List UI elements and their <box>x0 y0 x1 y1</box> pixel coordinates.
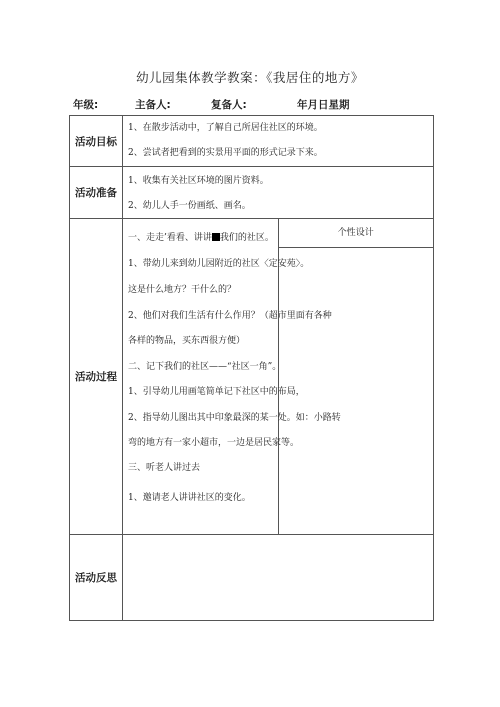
page-title: 幼儿园集体教学教案：《我居住的地方》 <box>136 70 364 85</box>
process-content <box>123 219 341 535</box>
process-line-4: 2、他们对我们生活有什么作用？（超市里面有各种 <box>128 311 332 321</box>
process-label: 活动过程 <box>70 219 123 535</box>
goals-line-1: 1、在散步活动中，了解自己所居住社区的环境。 <box>128 123 323 133</box>
process-line-1 <box>123 232 278 245</box>
co-preparer-label: 复备人: <box>211 99 247 111</box>
goals-label: 活动目标 <box>70 116 123 167</box>
process-line-1b: 我们的社区。 <box>219 233 274 243</box>
process-line-10: 三、听老人讲过去 <box>128 463 201 473</box>
process-line-1a: 一、走走’看看、讲讲 <box>128 233 212 243</box>
process-row <box>70 219 434 535</box>
grade-label: 年级: <box>73 99 99 111</box>
redacted-mark <box>212 233 220 241</box>
process-line-8: 2、指导幼儿图出其中印象最深的某一处。如：小路转 <box>128 413 341 423</box>
preparation-row <box>70 167 434 219</box>
preparation-content <box>123 167 434 219</box>
process-line-11: 1、邀请老人讲讲社区的变化。 <box>128 493 251 503</box>
preparer-label: 主备人: <box>135 99 171 111</box>
process-line-3: 这是什么地方？干什么的？ <box>128 285 237 295</box>
process-line-7: 1、引导幼儿用画笔简单记下社区中的布局， <box>128 387 305 397</box>
goals-row <box>70 116 434 167</box>
reflection-content[interactable] <box>123 535 434 621</box>
process-line-2: 1、带幼儿来到幼儿园附近的社区〈定安苑〉。 <box>128 259 310 269</box>
preparation-line-1: 1、收集有关社区环境的图片资料。 <box>128 176 269 186</box>
reflection-label: 活动反思 <box>70 535 123 621</box>
individual-design-header: 个性设计 <box>279 219 434 248</box>
goals-content <box>123 116 434 167</box>
date-label: 年月日星期 <box>297 99 350 111</box>
lesson-plan-table <box>69 115 434 621</box>
process-line-5: 各样的物品，买东西很方便） <box>128 336 246 346</box>
process-line-6: 二、记下我们的社区——“社区一角”。 <box>128 362 282 372</box>
process-line-9: 弯的地方有一家小超市，一边是居民家等。 <box>128 438 300 448</box>
reflection-row <box>70 535 434 621</box>
preparation-label: 活动准备 <box>70 167 123 219</box>
goals-line-2: 2、尝试者把看到的实景用平面的形式记录下来。 <box>128 148 323 158</box>
preparation-line-2: 2、幼儿人手一份画纸、画名。 <box>128 201 251 211</box>
